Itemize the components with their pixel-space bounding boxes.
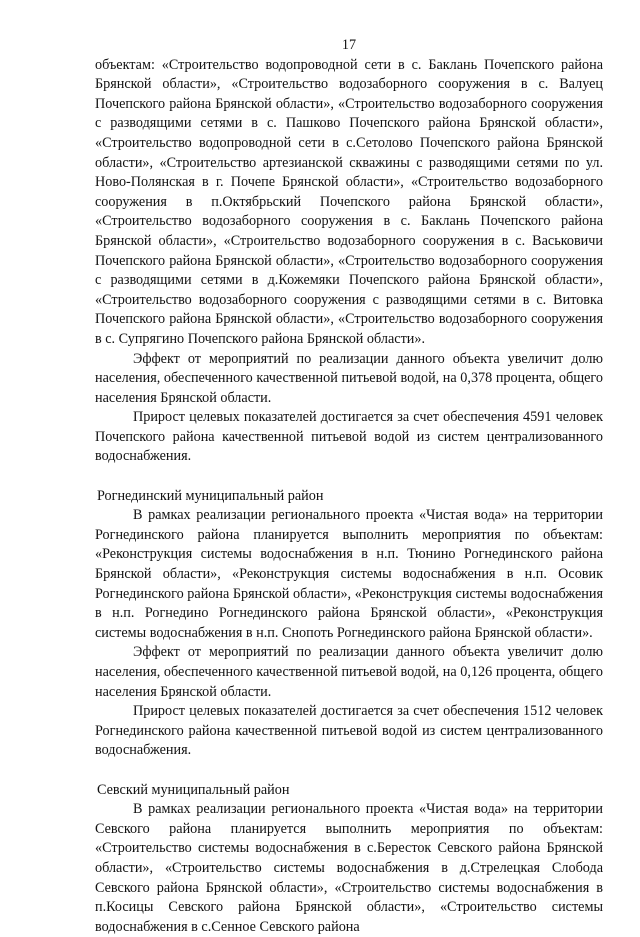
section-heading: Севский муниципальный район	[97, 781, 290, 798]
page-number: 17	[341, 37, 357, 53]
paragraph: Прирост целевых показателей достигается за счет обеспечения 4591 человек Почепского района качественной питьевой водой из систем централизованного водоснабжения.	[95, 409, 603, 465]
paragraph: объектам: «Строительство водопроводной сети в с. Баклань Почепского района Брянской области», «Строительство водозаборного сооружения в с. Валуец Почепского района Брянской области», «Строительство водозаборного сооружения с разводящими сетями в с. Пашково Почепского района Брянской области», «Строительство водопроводной сети в с.Сетолово Почепского района Брянской области», «Строительство артезианской скважины с разводящими сетями по ул. Ново-Полянская в г. Почепе Брянской области», «Строительство водозаборного сооружения в п.Октябрьский Почепского района Брянской области», «Строительство водозаборного сооружения в с. Баклань Почепского района Брянской области», «Строительство водозаборного сооружения в с. Васьковичи Почепского района Брянской области», «Строительство водозаборного сооружения с разводящими сетями в д.Кожемяки Почепского района Брянской области», «Строительство водозаборного сооружения с разводящими сетями в с. Витовка Почепского района Брянской области», «Строительство водозаборного сооружения в с. Супрягино Почепского района Брянской области».	[95, 56, 603, 347]
document-page	[95, 36, 603, 937]
section-heading: Рогнединский муниципальный район	[97, 487, 324, 504]
paragraph: Прирост целевых показателей достигается за счет обеспечения 1512 человек Рогнединского района качественной питьевой водой из систем централизованного водоснабжения.	[95, 703, 603, 759]
paragraph: Эффект от мероприятий по реализации данного объекта увеличит долю населения, обеспеченного качественной питьевой водой, на 0,378 процента, общего населения Брянской области.	[95, 350, 603, 406]
section-gap	[95, 467, 603, 487]
section-gap	[95, 761, 603, 781]
document-body	[95, 56, 603, 937]
paragraph: Эффект от мероприятий по реализации данного объекта увеличит долю населения, обеспеченного качественной питьевой водой, на 0,126 процента, общего населения Брянской области.	[95, 644, 603, 700]
paragraph: В рамках реализации регионального проекта «Чистая вода» на территории Севского района планируется выполнить мероприятия по объектам: «Строительство системы водоснабжения в с.Бересток Севского района Брянской области», «Строительство системы водоснабжения в д.Стрелецкая Слобода Севского района Брянской области», «Строительство системы водоснабжения в п.Косицы Севского района Брянской области», «Строительство системы водоснабжения в с.Сенное Севского района	[95, 801, 603, 935]
paragraph: В рамках реализации регионального проекта «Чистая вода» на территории Рогнединского района планируется выполнить мероприятия по объектам: «Реконструкция системы водоснабжения в н.п. Тюнино Рогнединского района Брянской области», «Реконструкция системы водоснабжения в н.п. Осовик Рогнединского района Брянской области», «Реконструкция системы водоснабжения в н.п. Рогнедино Рогнединского района Брянской области», «Реконструкция системы водоснабжения в н.п. Снопоть Рогнединского района Брянской области».	[95, 507, 603, 641]
